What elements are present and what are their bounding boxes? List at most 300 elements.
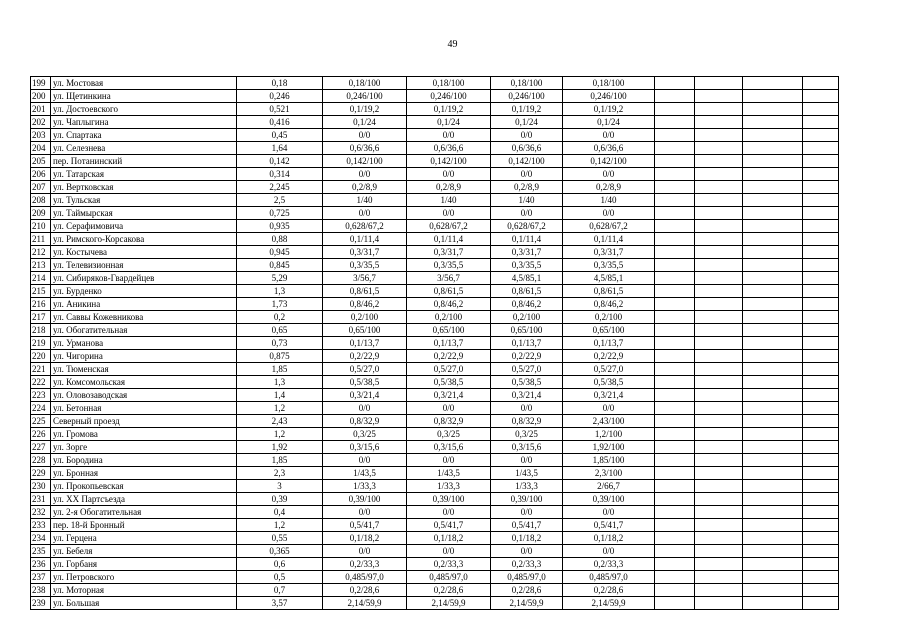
- value-cell: 0,521: [237, 103, 323, 116]
- street-name-cell: пер. 18-й Бронный: [51, 519, 237, 532]
- row-number-cell: 208: [31, 194, 51, 207]
- value-cell: 0,1/18,2: [563, 532, 655, 545]
- empty-cell: [803, 259, 839, 272]
- empty-cell: [803, 142, 839, 155]
- street-name-cell: ул. Телевизионная: [51, 259, 237, 272]
- empty-cell: [655, 454, 695, 467]
- value-cell: 0,1/13,7: [407, 337, 491, 350]
- value-cell: 0,485/97,0: [491, 571, 563, 584]
- empty-cell: [655, 116, 695, 129]
- value-cell: 0,3/21,4: [323, 389, 407, 402]
- empty-cell: [655, 181, 695, 194]
- table-row: [31, 493, 839, 506]
- street-name-cell: ул. Мостовая: [51, 77, 237, 90]
- empty-cell: [655, 506, 695, 519]
- value-cell: 1/43,5: [323, 467, 407, 480]
- table-row: [31, 376, 839, 389]
- value-cell: 1,92/100: [563, 441, 655, 454]
- value-cell: 0,2/28,6: [491, 584, 563, 597]
- row-number-cell: 238: [31, 584, 51, 597]
- value-cell: 1/33,3: [491, 480, 563, 493]
- value-cell: 1/43,5: [491, 467, 563, 480]
- value-cell: 0,1/18,2: [323, 532, 407, 545]
- value-cell: 0,845: [237, 259, 323, 272]
- value-cell: 1,2: [237, 428, 323, 441]
- empty-cell: [743, 558, 803, 571]
- empty-cell: [803, 233, 839, 246]
- value-cell: 1,64: [237, 142, 323, 155]
- value-cell: 0,142/100: [407, 155, 491, 168]
- table-row: [31, 233, 839, 246]
- table-row: [31, 194, 839, 207]
- empty-cell: [695, 77, 743, 90]
- value-cell: 0,2/28,6: [563, 584, 655, 597]
- empty-cell: [803, 298, 839, 311]
- empty-cell: [695, 493, 743, 506]
- table-body: [31, 77, 839, 610]
- street-name-cell: ул. Обогатительная: [51, 324, 237, 337]
- row-number-cell: 235: [31, 545, 51, 558]
- value-cell: 0,2/8,9: [407, 181, 491, 194]
- empty-cell: [655, 376, 695, 389]
- table-row: [31, 220, 839, 233]
- empty-cell: [655, 480, 695, 493]
- value-cell: 0/0: [323, 506, 407, 519]
- empty-cell: [803, 389, 839, 402]
- empty-cell: [695, 285, 743, 298]
- value-cell: 0,485/97,0: [323, 571, 407, 584]
- empty-cell: [803, 584, 839, 597]
- value-cell: 0,88: [237, 233, 323, 246]
- value-cell: 0,3/15,6: [407, 441, 491, 454]
- value-cell: 0/0: [563, 168, 655, 181]
- empty-cell: [743, 311, 803, 324]
- value-cell: 0,1/18,2: [407, 532, 491, 545]
- value-cell: 0/0: [323, 207, 407, 220]
- value-cell: 0/0: [563, 402, 655, 415]
- value-cell: 0/0: [407, 545, 491, 558]
- value-cell: 0,8/61,5: [563, 285, 655, 298]
- empty-cell: [803, 194, 839, 207]
- row-number-cell: 199: [31, 77, 51, 90]
- value-cell: 1/40: [323, 194, 407, 207]
- value-cell: 1,2/100: [563, 428, 655, 441]
- empty-cell: [743, 493, 803, 506]
- empty-cell: [655, 519, 695, 532]
- value-cell: 1,73: [237, 298, 323, 311]
- street-name-cell: ул. XX Партсъезда: [51, 493, 237, 506]
- value-cell: 0/0: [323, 129, 407, 142]
- empty-cell: [803, 155, 839, 168]
- value-cell: 5,29: [237, 272, 323, 285]
- value-cell: 0,416: [237, 116, 323, 129]
- value-cell: 0,39/100: [563, 493, 655, 506]
- empty-cell: [743, 103, 803, 116]
- empty-cell: [695, 402, 743, 415]
- table-row: [31, 103, 839, 116]
- empty-cell: [803, 402, 839, 415]
- empty-cell: [655, 571, 695, 584]
- empty-cell: [743, 207, 803, 220]
- value-cell: 0/0: [323, 168, 407, 181]
- empty-cell: [695, 246, 743, 259]
- street-name-cell: ул. 2-я Обогатительная: [51, 506, 237, 519]
- value-cell: 0,65/100: [563, 324, 655, 337]
- empty-cell: [743, 233, 803, 246]
- empty-cell: [803, 90, 839, 103]
- empty-cell: [655, 558, 695, 571]
- value-cell: 0,18: [237, 77, 323, 90]
- empty-cell: [695, 311, 743, 324]
- value-cell: 0,142: [237, 155, 323, 168]
- table-row: [31, 337, 839, 350]
- value-cell: 0,5/41,7: [323, 519, 407, 532]
- value-cell: 0,875: [237, 350, 323, 363]
- value-cell: 0/0: [407, 454, 491, 467]
- value-cell: 0,1/24: [407, 116, 491, 129]
- street-name-cell: ул. Моторная: [51, 584, 237, 597]
- table-row: [31, 571, 839, 584]
- value-cell: 0,45: [237, 129, 323, 142]
- empty-cell: [803, 207, 839, 220]
- empty-cell: [743, 532, 803, 545]
- value-cell: 0,8/32,9: [323, 415, 407, 428]
- value-cell: 4,5/85,1: [491, 272, 563, 285]
- empty-cell: [655, 363, 695, 376]
- value-cell: 0,3/35,5: [563, 259, 655, 272]
- value-cell: 0,3/35,5: [323, 259, 407, 272]
- table-row: [31, 77, 839, 90]
- empty-cell: [695, 129, 743, 142]
- value-cell: 0,5/38,5: [563, 376, 655, 389]
- value-cell: 0,8/32,9: [407, 415, 491, 428]
- empty-cell: [803, 116, 839, 129]
- value-cell: 0/0: [407, 207, 491, 220]
- empty-cell: [743, 519, 803, 532]
- empty-cell: [743, 545, 803, 558]
- value-cell: 1/40: [407, 194, 491, 207]
- empty-cell: [743, 116, 803, 129]
- value-cell: 0,5/38,5: [323, 376, 407, 389]
- value-cell: 0,3/25: [323, 428, 407, 441]
- value-cell: 0,8/61,5: [491, 285, 563, 298]
- street-name-cell: ул. Щетинкина: [51, 90, 237, 103]
- table-row: [31, 584, 839, 597]
- value-cell: 0,2/28,6: [407, 584, 491, 597]
- value-cell: 0,1/11,4: [491, 233, 563, 246]
- empty-cell: [803, 454, 839, 467]
- value-cell: 0,2/28,6: [323, 584, 407, 597]
- street-name-cell: ул. Саввы Кожевникова: [51, 311, 237, 324]
- empty-cell: [695, 480, 743, 493]
- empty-cell: [803, 168, 839, 181]
- row-number-cell: 231: [31, 493, 51, 506]
- street-name-cell: ул. Римского-Корсакова: [51, 233, 237, 246]
- value-cell: 0/0: [407, 129, 491, 142]
- empty-cell: [743, 298, 803, 311]
- value-cell: 0/0: [323, 402, 407, 415]
- empty-cell: [743, 571, 803, 584]
- value-cell: 0,2/8,9: [491, 181, 563, 194]
- value-cell: 0,246/100: [491, 90, 563, 103]
- value-cell: 1,4: [237, 389, 323, 402]
- value-cell: 0,2/8,9: [323, 181, 407, 194]
- row-number-cell: 232: [31, 506, 51, 519]
- value-cell: 0,6/36,6: [563, 142, 655, 155]
- value-cell: 0,142/100: [563, 155, 655, 168]
- street-name-cell: ул. Чаплыгина: [51, 116, 237, 129]
- empty-cell: [695, 103, 743, 116]
- value-cell: 0,3/25: [407, 428, 491, 441]
- value-cell: 0,246/100: [563, 90, 655, 103]
- value-cell: 0,6/36,6: [491, 142, 563, 155]
- value-cell: 0,4: [237, 506, 323, 519]
- value-cell: 0,18/100: [563, 77, 655, 90]
- street-name-cell: ул. Серафимовича: [51, 220, 237, 233]
- value-cell: 0/0: [563, 545, 655, 558]
- empty-cell: [803, 246, 839, 259]
- table-row: [31, 324, 839, 337]
- value-cell: 2,3: [237, 467, 323, 480]
- value-cell: 0,3/35,5: [407, 259, 491, 272]
- value-cell: 0,8/32,9: [491, 415, 563, 428]
- table-row: [31, 558, 839, 571]
- row-number-cell: 210: [31, 220, 51, 233]
- street-name-cell: пер. Потанинский: [51, 155, 237, 168]
- street-name-cell: ул. Горбаня: [51, 558, 237, 571]
- empty-cell: [743, 363, 803, 376]
- empty-cell: [695, 415, 743, 428]
- value-cell: 0,1/19,2: [563, 103, 655, 116]
- street-name-cell: ул. Бурденко: [51, 285, 237, 298]
- table-row: [31, 168, 839, 181]
- row-number-cell: 222: [31, 376, 51, 389]
- value-cell: 0,2/100: [323, 311, 407, 324]
- empty-cell: [655, 129, 695, 142]
- row-number-cell: 215: [31, 285, 51, 298]
- empty-cell: [803, 311, 839, 324]
- table-row: [31, 181, 839, 194]
- empty-cell: [695, 519, 743, 532]
- empty-cell: [803, 428, 839, 441]
- value-cell: 0,5/38,5: [407, 376, 491, 389]
- value-cell: 0,7: [237, 584, 323, 597]
- empty-cell: [695, 168, 743, 181]
- street-name-cell: ул. Спартака: [51, 129, 237, 142]
- value-cell: 0,2/33,3: [491, 558, 563, 571]
- value-cell: 0,365: [237, 545, 323, 558]
- street-name-cell: ул. Тульская: [51, 194, 237, 207]
- empty-cell: [655, 207, 695, 220]
- empty-cell: [803, 285, 839, 298]
- value-cell: 0,142/100: [323, 155, 407, 168]
- empty-cell: [655, 428, 695, 441]
- empty-cell: [695, 220, 743, 233]
- empty-cell: [695, 142, 743, 155]
- empty-cell: [695, 233, 743, 246]
- value-cell: 1/33,3: [407, 480, 491, 493]
- empty-cell: [695, 532, 743, 545]
- empty-cell: [743, 402, 803, 415]
- street-name-cell: ул. Таймырская: [51, 207, 237, 220]
- empty-cell: [695, 350, 743, 363]
- value-cell: 1/40: [491, 194, 563, 207]
- empty-cell: [803, 103, 839, 116]
- table-row: [31, 415, 839, 428]
- row-number-cell: 218: [31, 324, 51, 337]
- row-number-cell: 202: [31, 116, 51, 129]
- value-cell: 0,5/41,7: [491, 519, 563, 532]
- value-cell: 0,2/33,3: [563, 558, 655, 571]
- empty-cell: [655, 493, 695, 506]
- street-name-cell: ул. Сибиряков-Гвардейцев: [51, 272, 237, 285]
- empty-cell: [803, 597, 839, 610]
- table-row: [31, 116, 839, 129]
- table-row: [31, 389, 839, 402]
- empty-cell: [655, 324, 695, 337]
- table-row: [31, 90, 839, 103]
- value-cell: 0,2/22,9: [323, 350, 407, 363]
- value-cell: 0,5/27,0: [323, 363, 407, 376]
- value-cell: 0/0: [563, 129, 655, 142]
- empty-cell: [655, 597, 695, 610]
- table-row: [31, 246, 839, 259]
- table-row: [31, 467, 839, 480]
- row-number-cell: 237: [31, 571, 51, 584]
- table-row: [31, 363, 839, 376]
- page-number: 49: [447, 39, 458, 50]
- empty-cell: [655, 415, 695, 428]
- value-cell: 0,246/100: [407, 90, 491, 103]
- row-number-cell: 233: [31, 519, 51, 532]
- empty-cell: [655, 155, 695, 168]
- row-number-cell: 226: [31, 428, 51, 441]
- street-name-cell: ул. Большая: [51, 597, 237, 610]
- empty-cell: [803, 363, 839, 376]
- value-cell: 0,1/11,4: [563, 233, 655, 246]
- value-cell: 0,1/11,4: [323, 233, 407, 246]
- empty-cell: [743, 337, 803, 350]
- value-cell: 0,39/100: [323, 493, 407, 506]
- table-row: [31, 259, 839, 272]
- empty-cell: [743, 415, 803, 428]
- value-cell: 0/0: [407, 506, 491, 519]
- value-cell: 0,246/100: [323, 90, 407, 103]
- empty-cell: [655, 142, 695, 155]
- street-name-cell: ул. Бронная: [51, 467, 237, 480]
- empty-cell: [655, 467, 695, 480]
- row-number-cell: 209: [31, 207, 51, 220]
- value-cell: 0,18/100: [323, 77, 407, 90]
- empty-cell: [803, 415, 839, 428]
- street-name-cell: ул. Комсомольская: [51, 376, 237, 389]
- empty-cell: [655, 441, 695, 454]
- row-number-cell: 228: [31, 454, 51, 467]
- value-cell: 0,142/100: [491, 155, 563, 168]
- empty-cell: [803, 519, 839, 532]
- value-cell: 0/0: [491, 454, 563, 467]
- value-cell: 1,3: [237, 285, 323, 298]
- value-cell: 0,628/67,2: [491, 220, 563, 233]
- street-name-cell: ул. Татарская: [51, 168, 237, 181]
- empty-cell: [695, 558, 743, 571]
- row-number-cell: 213: [31, 259, 51, 272]
- empty-cell: [743, 90, 803, 103]
- row-number-cell: 236: [31, 558, 51, 571]
- value-cell: 0,5/41,7: [407, 519, 491, 532]
- value-cell: 0,1/24: [323, 116, 407, 129]
- empty-cell: [803, 506, 839, 519]
- empty-cell: [695, 467, 743, 480]
- row-number-cell: 217: [31, 311, 51, 324]
- value-cell: 3/56,7: [407, 272, 491, 285]
- row-number-cell: 216: [31, 298, 51, 311]
- value-cell: 0/0: [563, 207, 655, 220]
- value-cell: 2,43/100: [563, 415, 655, 428]
- street-name-cell: Северный проезд: [51, 415, 237, 428]
- empty-cell: [743, 246, 803, 259]
- empty-cell: [695, 454, 743, 467]
- table-row: [31, 129, 839, 142]
- row-number-cell: 214: [31, 272, 51, 285]
- empty-cell: [695, 597, 743, 610]
- value-cell: 0,628/67,2: [563, 220, 655, 233]
- empty-cell: [743, 454, 803, 467]
- value-cell: 0,1/19,2: [323, 103, 407, 116]
- value-cell: 0,725: [237, 207, 323, 220]
- row-number-cell: 227: [31, 441, 51, 454]
- empty-cell: [655, 259, 695, 272]
- street-name-cell: ул. Бородина: [51, 454, 237, 467]
- value-cell: 0,3/31,7: [491, 246, 563, 259]
- value-cell: 1,85: [237, 363, 323, 376]
- empty-cell: [743, 77, 803, 90]
- table-row: [31, 350, 839, 363]
- row-number-cell: 229: [31, 467, 51, 480]
- empty-cell: [695, 545, 743, 558]
- empty-cell: [803, 337, 839, 350]
- row-number-cell: 223: [31, 389, 51, 402]
- value-cell: 0,2: [237, 311, 323, 324]
- value-cell: 0/0: [491, 207, 563, 220]
- value-cell: 0,1/19,2: [407, 103, 491, 116]
- value-cell: 0,6: [237, 558, 323, 571]
- empty-cell: [695, 441, 743, 454]
- empty-cell: [743, 467, 803, 480]
- value-cell: 1/43,5: [407, 467, 491, 480]
- empty-cell: [655, 285, 695, 298]
- row-number-cell: 219: [31, 337, 51, 350]
- value-cell: 0,1/13,7: [491, 337, 563, 350]
- empty-cell: [803, 441, 839, 454]
- value-cell: 0,628/67,2: [407, 220, 491, 233]
- value-cell: 1,2: [237, 402, 323, 415]
- value-cell: 3/56,7: [323, 272, 407, 285]
- row-number-cell: 205: [31, 155, 51, 168]
- value-cell: 0,39/100: [491, 493, 563, 506]
- row-number-cell: 212: [31, 246, 51, 259]
- table-row: [31, 441, 839, 454]
- value-cell: 0,3/31,7: [323, 246, 407, 259]
- empty-cell: [803, 532, 839, 545]
- empty-cell: [743, 272, 803, 285]
- value-cell: 0,39/100: [407, 493, 491, 506]
- value-cell: 0/0: [407, 168, 491, 181]
- row-number-cell: 225: [31, 415, 51, 428]
- street-name-cell: ул. Герцена: [51, 532, 237, 545]
- value-cell: 2,43: [237, 415, 323, 428]
- value-cell: 0,5/41,7: [563, 519, 655, 532]
